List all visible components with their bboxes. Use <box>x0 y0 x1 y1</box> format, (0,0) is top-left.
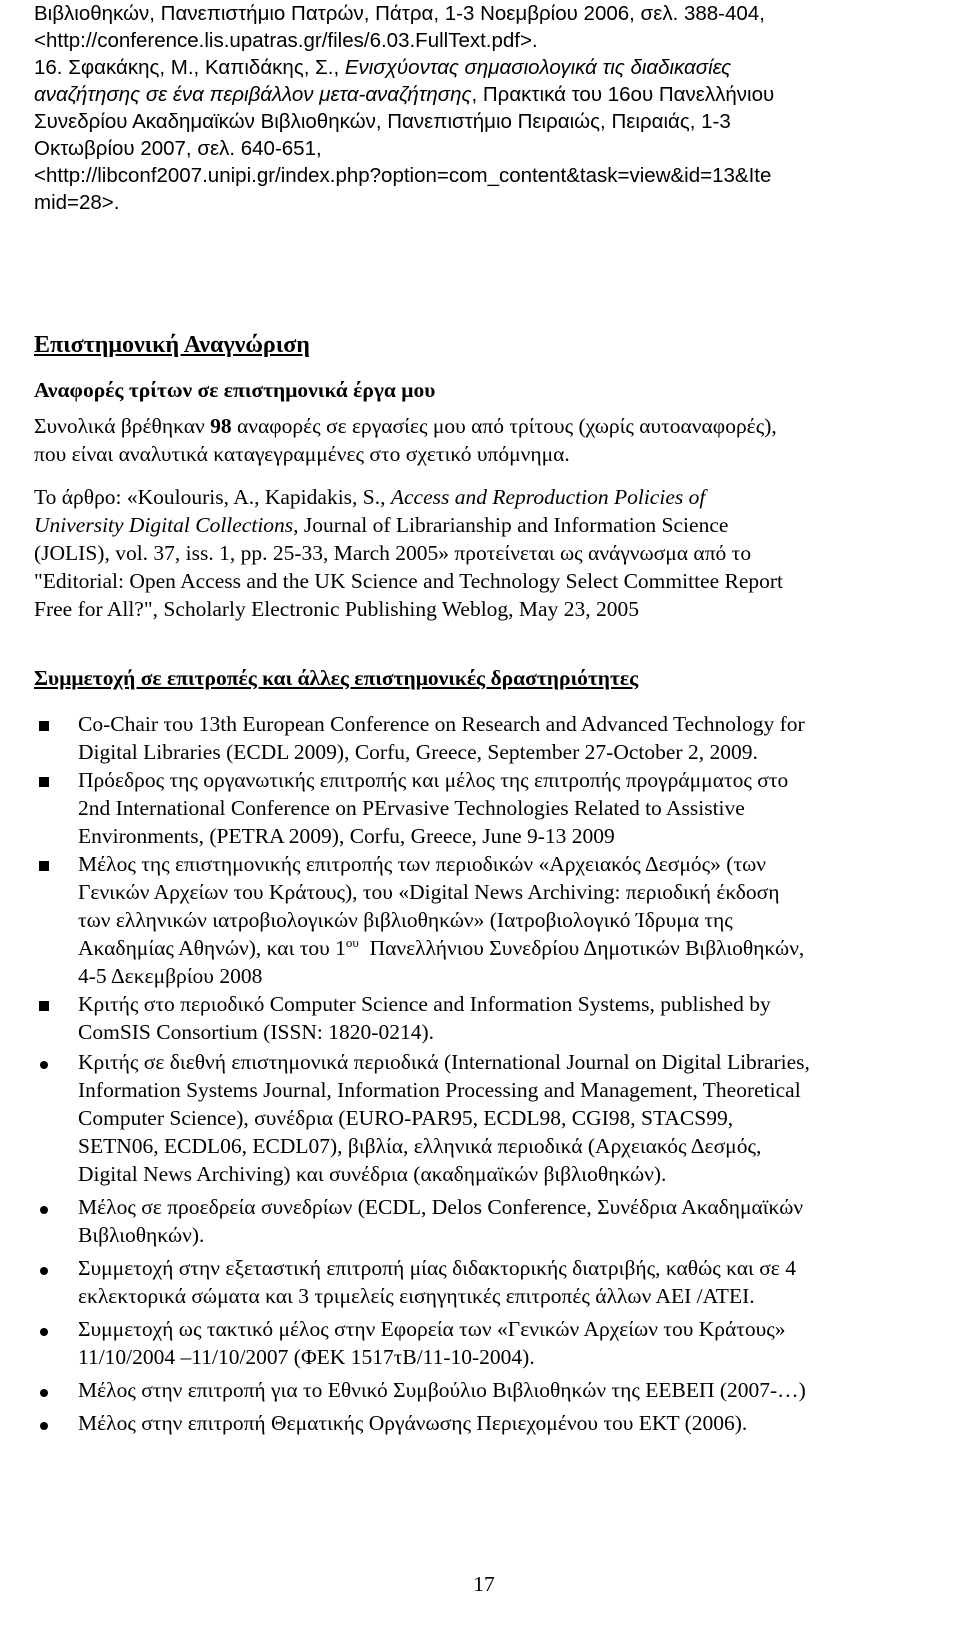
reference-line: Οκτωβρίου 2007, σελ. 640-651, <box>34 137 322 160</box>
round-bullet-icon <box>34 1315 54 1343</box>
references-block <box>34 0 774 216</box>
list-item: Μέλος στην επιτροπή για το Εθνικό Συμβούλιο Βιβλιοθηκών της ΕΕΒΕΠ (2007-…) <box>34 1376 934 1404</box>
square-bullet-icon <box>34 850 54 878</box>
committees-heading: Συμμετοχή σε επιτροπές και άλλες επιστημονικές δραστηριότητες <box>34 666 639 690</box>
citation-count: 98 <box>210 414 232 438</box>
list-item: Πρόεδρος της οργανωτικής επιτροπής και μέλος της επιτροπής προγράμματος στο 2nd International Conference on PErvasive Technologies Related to Assistive Environments, (PETRA 2009), Corfu, Greece, June 9-13 2009 <box>34 766 934 850</box>
reference-link[interactable]: <http://libconf2007.unipi.gr/index.php?option=com_content&task=view&id=13&Ite <box>34 164 772 187</box>
square-bullet-icon <box>34 710 54 738</box>
article-title: Access and Reproduction Policies of <box>390 485 706 509</box>
square-bullet-icon <box>34 990 54 1018</box>
list-item: Μέλος σε προεδρεία συνεδρίων (ECDL, Delos Conference, Συνέδρια Ακαδημαϊκών Βιβλιοθηκών). <box>34 1193 934 1249</box>
list-item: Συμμετοχή ως τακτικό μέλος στην Εφορεία των «Γενικών Αρχείων του Κράτους» 11/10/2004 –11/10/2007 (ΦΕΚ 1517τΒ/11-10-2004). <box>34 1315 934 1371</box>
reference-line: Συνεδρίου Ακαδημαϊκών Βιβλιοθηκών, Πανεπιστήμιο Πειραιώς, Πειραιάς, 1-3 <box>34 110 731 133</box>
page-number: 17 <box>473 1572 495 1596</box>
reference-line: αναζήτησης σε ένα περιβάλλον μετα-αναζήτησης, Πρακτικά του 16ου Πανελλήνιου <box>34 83 775 106</box>
list-item: Κριτής σε διεθνή επιστημονικά περιοδικά (International Journal on Digital Libraries, Information Systems Journal, Information Processing and Management, Theoretical Computer Science), συνέδρια (EURO-PAR95, ECDL98, CGI98, STACS99, SETN06, ECDL06, ECDL07), βιβλία, ελληνικά περιοδικά (Αρχειακός Δεσμός, Digital News Archiving) και συνέδρια (ακαδημαϊκών βιβλιοθηκών). <box>34 1048 934 1188</box>
list-item: Συμμετοχή στην εξεταστική επιτροπή μίας διδακτορικής διατριβής, καθώς και σε 4 εκλεκτορικά σώματα και 3 τριμελείς εισηγητικές επιτροπές άλλων ΑΕΙ /ΑΤΕΙ. <box>34 1254 934 1310</box>
reference-link[interactable]: <http://conference.lis.upatras.gr/files/6.03.FullText.pdf>. <box>34 29 538 52</box>
committees-list <box>34 710 934 1437</box>
section-title: Επιστημονική Αναγνώριση <box>34 332 310 358</box>
list-item: Κριτής στο περιοδικό Computer Science and Information Systems, published by ComSIS Consortium (ISSN: 1820-0214). <box>34 990 934 1046</box>
citations-heading: Αναφορές τρίτων σε επιστημονικά έργα μου <box>34 378 436 402</box>
square-bullet-icon <box>34 766 54 794</box>
list-item: Μέλος στην επιτροπή Θεματικής Οργάνωσης Περιεχομένου του ΕΚΤ (2006). <box>34 1409 934 1437</box>
round-bullet-icon <box>34 1193 54 1221</box>
list-item: Co-Chair του 13th European Conference on Research and Advanced Technology for Digital Libraries (ECDL 2009), Corfu, Greece, September 27-October 2, 2009. <box>34 710 934 766</box>
round-bullet-icon <box>34 1376 54 1404</box>
reference-16: 16. Σφακάκης, Μ., Καπιδάκης, Σ., Ενισχύοντας σημασιολογικά τις διαδικασίες <box>34 56 732 79</box>
article-recommendation-paragraph: Το άρθρο: «Koulouris, A., Kapidakis, S., Access and Reproduction Policies of University Digital Collections, Journal of Librarianship and Information Science (JOLIS), vol. 37, iss. 1, pp. 25-33, March 2005» προτείνεται ως ανάγνωσμα από το "Editorial: Open Access and the UK Science and Technology Select Committee Report Free for All?", Scholarly Electronic Publishing Weblog, May 23, 2005 <box>34 485 784 621</box>
citations-total-paragraph: Συνολικά βρέθηκαν 98 αναφορές σε εργασίες μου από τρίτους (χωρίς αυτοαναφορές), που είναι αναλυτικά καταγεγραμμένες στο σχετικό υπόμνημα. <box>34 414 777 466</box>
round-bullet-icon <box>34 1254 54 1282</box>
document-page <box>34 0 934 1640</box>
reference-link[interactable]: mid=28>. <box>34 191 120 214</box>
round-bullet-icon <box>34 1409 54 1437</box>
round-bullet-icon <box>34 1048 54 1076</box>
reference-line: Βιβλιοθηκών, Πανεπιστήμιο Πατρών, Πάτρα, 1-3 Νοεμβρίου 2006, σελ. 388-404, <box>34 2 765 25</box>
list-item: Μέλος της επιστημονικής επιτροπής των περιοδικών «Αρχειακός Δεσμός» (των Γενικών Αρχείων του Κράτους), του «Digital News Archiving: περιοδική έκδοση των ελληνικών ιατροβιολογικών βιβλιοθηκών» (Ιατροβιολογικό Ίδρυμα της Ακαδημίας Αθηνών), και του $1^{o\upsilon}$ Πανελλήνιου Συνεδρίου Δημοτικών Βιβλιοθηκών, 4-5 Δεκεμβρίου 2008 <box>34 850 934 990</box>
